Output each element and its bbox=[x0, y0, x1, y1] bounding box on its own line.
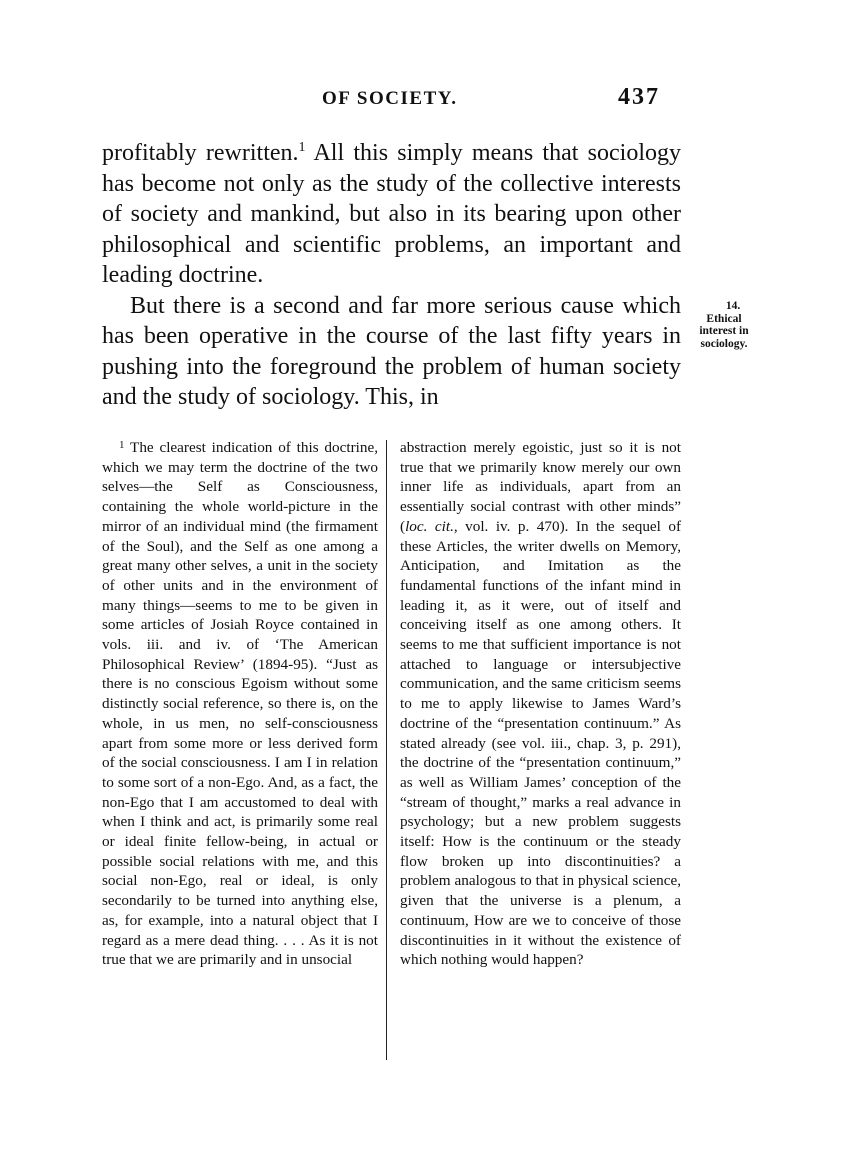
paragraph-1 bbox=[102, 138, 681, 291]
footnote-right-column bbox=[400, 438, 681, 970]
footnote bbox=[102, 438, 682, 1068]
main-text bbox=[102, 138, 681, 413]
footnote-right-text-a: abstraction merely egoistic, just so it is not true that we primarily know merely our own inner life as individuals, apart from an essentially social contrast with other minds” ( bbox=[400, 439, 681, 535]
footnote-left-column bbox=[102, 438, 378, 970]
footnote-mark: 1 bbox=[119, 439, 125, 451]
margin-note bbox=[688, 300, 760, 350]
margin-note-line-2: interest in bbox=[699, 325, 749, 337]
footnote-right-text-b: , vol. iv. p. 470). In the sequel of these Articles, the writer dwells on Memory, Anticipation, and Imitation as the fundamental functions of the infant mind in leading it, as it were, out of itself and conceiving itself as one among others. It seems to me that sufficient importance is not attached to language or intersubjective communication, and the same criticism seems to me to apply likewise to James Ward’s doctrine of the “presentation continuum.” As stated already (see vol. iii., chap. 3, p. 291), the doctrine of the “presentation continuum,” as well as William James’ conception of the “stream of thought,” marks a real advance in psychology; but a new problem suggests itself: How is the continuum or the steady flow broken up into discontinuities? a problem analogous to that in physical science, given that the universe is a plenum, a continuum, How are we to conceive of those discontinuities in it without the existence of which nothing would happen? bbox=[400, 517, 682, 969]
page-number: 437 bbox=[618, 84, 660, 110]
footnote-left-text: The clearest indication of this doctrine, which we may term the doctrine of the two selves—the Self as Consciousness, containing the whole world-picture in the mirror of an individual mind (the firmament of the Soul), and the Self as one among a great many other selves, a unit in the society of other units and in the environment of many things—seems to me to be given in some articles of Josiah Royce contained in vols. iii. and iv. of ‘The American Philosophical Review’ (1894-95). “Just as there is no conscious Egoism without some distinctly social reference, so there is, on the whole, in us men, no self-consciousness apart from some more or less derived form of the social consciousness. I am I in relation to some sort of a non-Ego. And, as a fact, the non-Ego that I am accustomed to deal with when I think and act, is primarily some real or ideal finite fellow-being, in actual or possible social relations with me, and this social non-Ego, real or ideal, is only secondarily to be turned into anything else, as, for example, into a natural object that I regard as a mere dead thing. . . . As it is not true that we are primarily and in unsocial bbox=[102, 439, 378, 969]
paragraph-1-rest: All this simply means that sociology has become not only as the study of the collective interests of society and mankind, but also in its bearing upon other philosophical and scientific problems, an important and leading doctrine. bbox=[102, 140, 681, 288]
footnote-citation: loc. cit. bbox=[405, 517, 454, 535]
paragraph-2: But there is a second and far more serious cause which has been operative in the course of the last fifty years in pushing into the foreground the problem of human society and the study of sociology. This, in bbox=[102, 292, 681, 410]
margin-note-line-3: sociology. bbox=[700, 337, 748, 350]
column-divider bbox=[386, 440, 387, 1060]
margin-note-number: 14. bbox=[725, 300, 741, 312]
running-title: OF SOCIETY. bbox=[322, 88, 458, 109]
margin-note-line-1: Ethical bbox=[706, 312, 742, 325]
footnote-reference: 1 bbox=[298, 140, 306, 155]
paragraph-1-start: profitably rewritten. bbox=[102, 140, 299, 166]
